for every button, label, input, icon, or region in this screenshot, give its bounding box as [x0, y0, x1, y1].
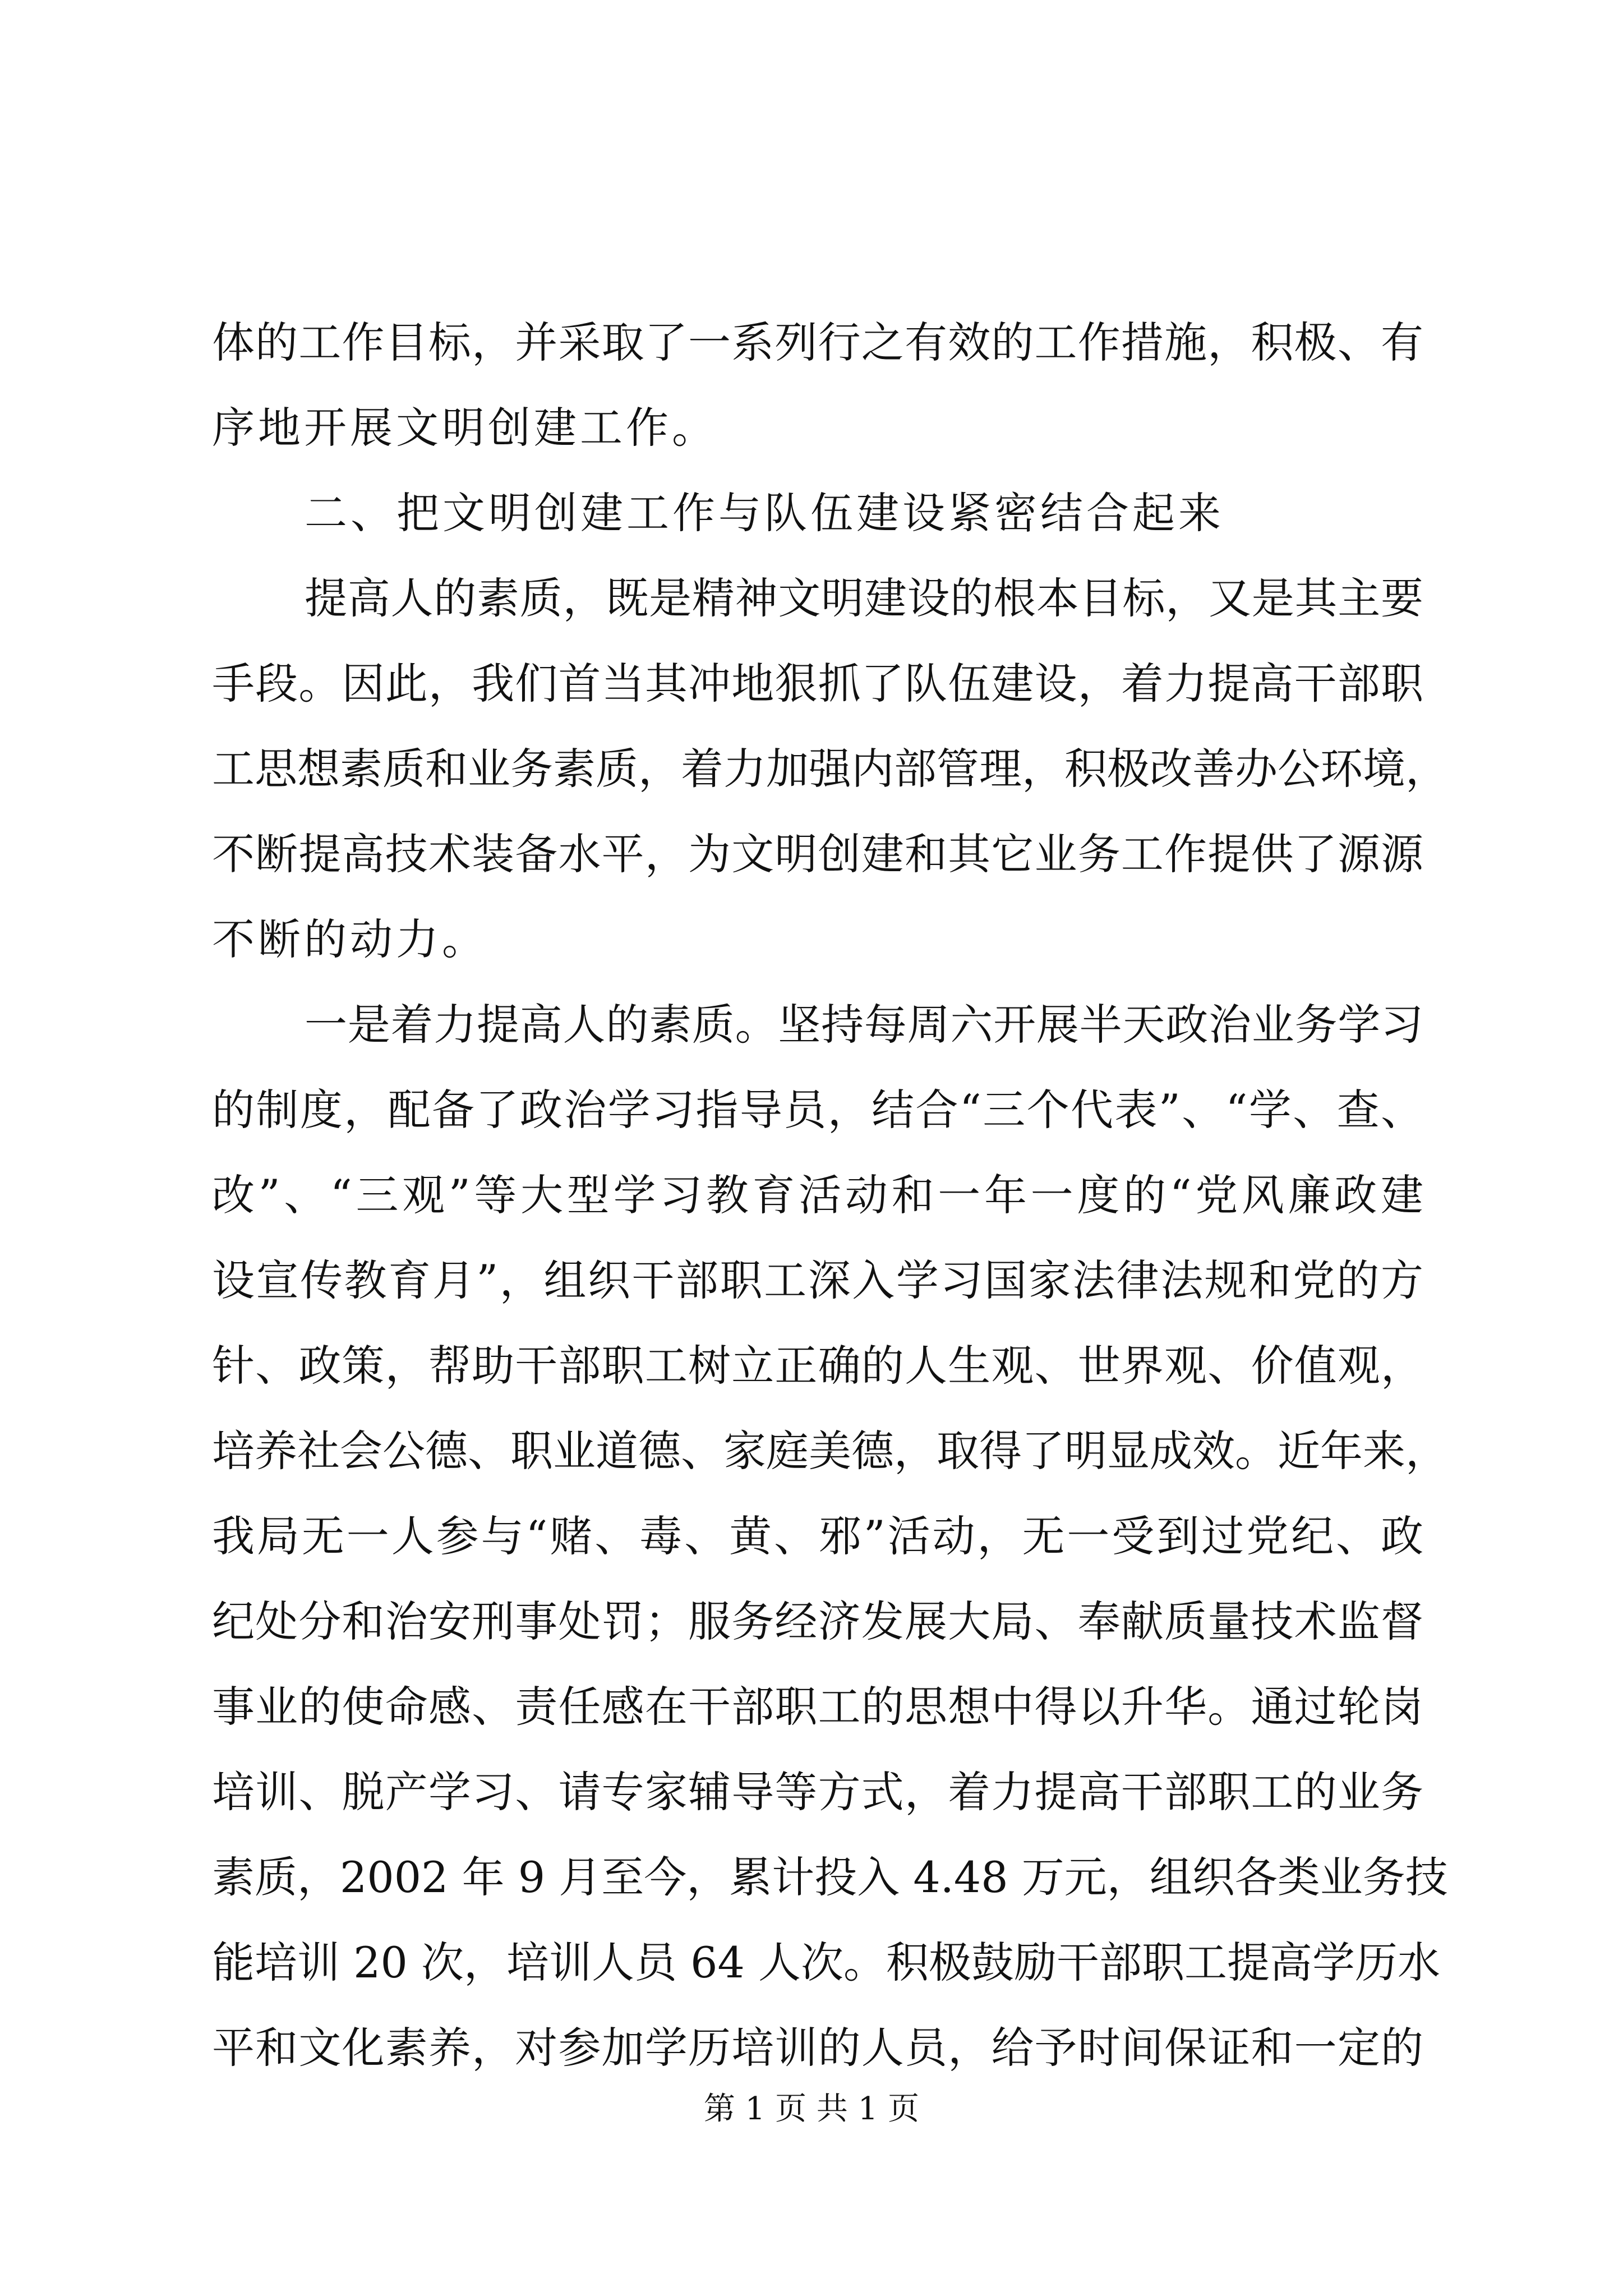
text-line: 我局无一人参与“赌、毒、黄、邪”活动，无一受到过党纪、政	[212, 1511, 1423, 1561]
text-line: 培训、脱产学习、请专家辅导等方式，着力提高干部职工的业务	[212, 1767, 1423, 1817]
text-line: 不断的动力。	[212, 914, 488, 964]
text-line: 针、政策，帮助干部职工树立正确的人生观、世界观、价值观，	[212, 1341, 1423, 1391]
text-line: 不断提高技术装备水平，为文明创建和其它业务工作提供了源源	[212, 829, 1423, 879]
text-line: 体的工作目标，并采取了一系列行之有效的工作措施，积极、有	[212, 318, 1423, 367]
document-body	[212, 300, 1448, 2091]
text-line: 能培训 20 次，培训人员 64 人次。积极鼓励干部职工提高学历水	[212, 1938, 1441, 1987]
text-line: 序地开展文明创建工作。	[212, 403, 718, 453]
text-line: 改”、“三观”等大型学习教育活动和一年一度的“党风廉政建	[212, 1170, 1423, 1220]
text-line: 平和文化素养，对参加学历培训的人员，给予时间保证和一定的	[212, 2023, 1423, 2073]
text-line: 一是着力提高人的素质。坚持每周六开展半天政治业务学习	[305, 1000, 1423, 1050]
text-line: 纪处分和治安刑事处罚；服务经济发展大局、奉献质量技术监督	[212, 1596, 1423, 1646]
page-number-footer: 第 1 页 共 1 页	[703, 2091, 920, 2127]
text-line: 手段。因此，我们首当其冲地狠抓了队伍建设，着力提高干部职	[212, 659, 1423, 708]
text-line: 事业的使命感、责任感在干部职工的思想中得以升华。通过轮岗	[212, 1682, 1423, 1732]
text-line: 的制度，配备了政治学习指导员，结合“三个代表”、“学、查、	[212, 1085, 1423, 1135]
text-line: 提高人的素质，既是精神文明建设的根本目标，又是其主要	[305, 573, 1423, 623]
text-line: 素质，2002 年 9 月至今，累计投入 4.48 万元，组织各类业务技	[212, 1852, 1448, 1902]
text-line: 培养社会公德、职业道德、家庭美德，取得了明显成效。近年来，	[212, 1426, 1448, 1476]
section-heading: 二、把文明创建工作与队伍建设紧密结合起来	[305, 488, 1224, 538]
text-line: 工思想素质和业务素质，着力加强内部管理，积极改善办公环境，	[212, 744, 1448, 794]
text-line: 设宣传教育月”，组织干部职工深入学习国家法律法规和党的方	[212, 1255, 1423, 1305]
